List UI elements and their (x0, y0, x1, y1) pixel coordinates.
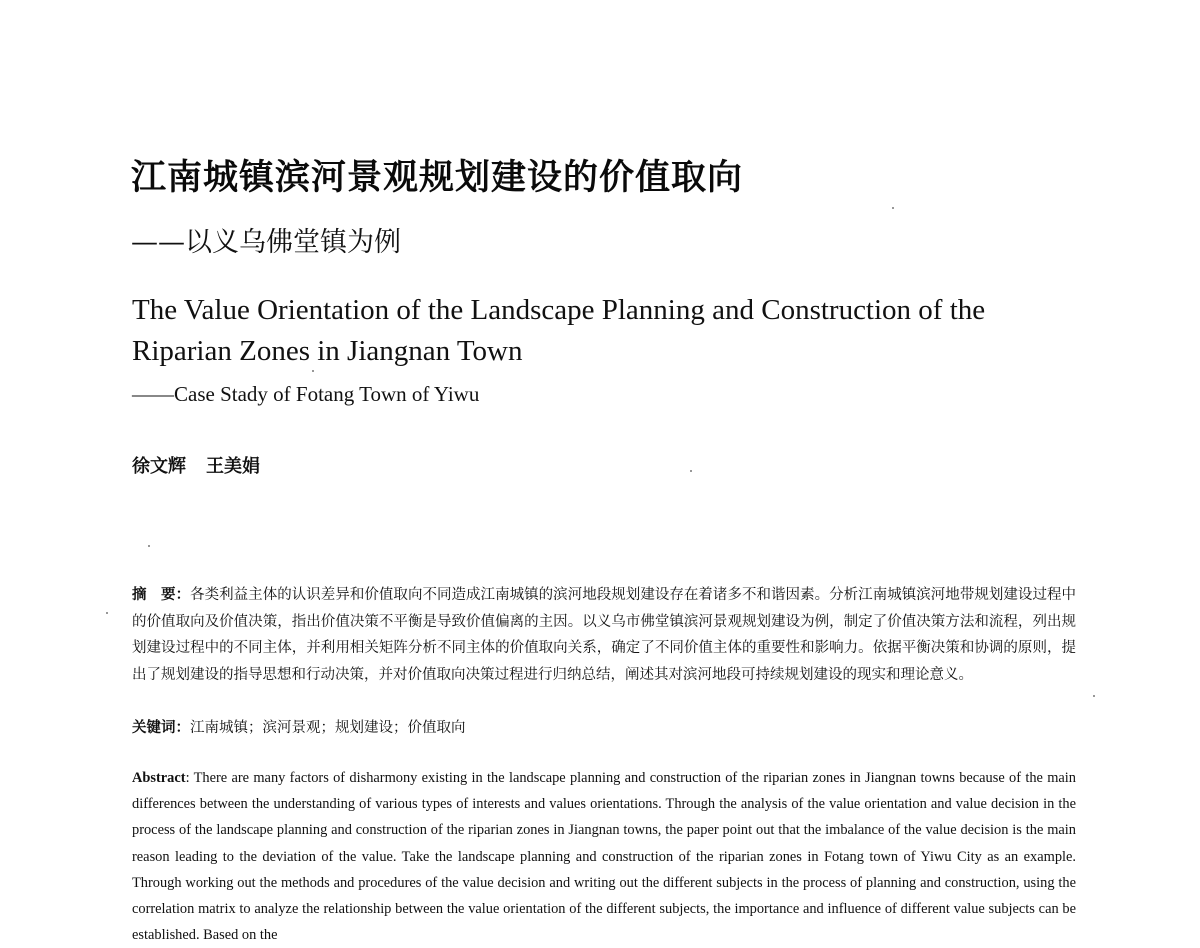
english-abstract-text: There are many factors of disharmony existing in the landscape planning and construction of the riparian zones in Jiangnan towns because of the main differences between the understanding of various types of interests and values orientations. Through the analysis of the value orientation and value decision in the process of the landscape planning and construction of the riparian zones in Jiangnan towns, the paper point out that the imbalance of the value decision is the main reason leading to the deviation of the value. Take the landscape planning and construction of the riparian zones in Fotang town of Yiwu City as an example. Through working out the methods and procedures of the value decision and writing out the different subjects in the process of planning and construction, using the correlation matrix to analyze the relationship between the value orientation of the different subjects, the importance and influence of different value subjects can be established. Based on the (132, 770, 1077, 944)
english-abstract (132, 765, 1076, 948)
author-list (132, 452, 260, 478)
chinese-abstract-text: 各类利益主体的认识差异和价值取向不同造成江南城镇的滨河地段规划建设存在着诸多不和谐因素。分析江南城镇滨河地带规划建设过程中的价值取向及价值决策，指出价值决策不平衡是导致价值偏离的主因。以义乌市佛堂镇滨河景观规划建设为例，制定了价值决策方法和流程，列出规划建设过程中的不同主体，并利用相关矩阵分析不同主体的价值取向关系，确定了不同价值主体的重要性和影响力。依据平衡决策和协调的原则，提出了规划建设的指导思想和行动决策，并对价值取向决策过程进行归纳总结，阐述其对滨河地段可持续规划建设的现实和理论意义。 (132, 587, 1076, 683)
chinese-abstract-label: 摘 要： (132, 586, 191, 603)
scan-speck (690, 470, 692, 472)
english-abstract-separator: : (185, 770, 194, 786)
chinese-keywords-text: 江南城镇；滨河景观；规划建设；价值取向 (190, 720, 466, 736)
chinese-subtitle: ——以义乌佛堂镇为例 (131, 227, 401, 258)
scan-speck (106, 612, 108, 614)
chinese-abstract (132, 582, 1076, 688)
scan-speck (892, 207, 894, 209)
english-abstract-label: Abstract (132, 770, 186, 786)
scan-speck (1093, 695, 1095, 697)
scan-speck (312, 370, 314, 372)
english-subtitle: ——Case Stady of Fotang Town of Yiwu (132, 382, 480, 406)
chinese-keywords-label: 关键词： (132, 719, 190, 736)
chinese-keywords (132, 716, 466, 737)
author-name: 徐文辉 (132, 456, 186, 477)
author-name: 王美娟 (206, 456, 260, 477)
english-title: The Value Orientation of the Landscape Planning and Construction of the Riparian Zones in Jiangnan Town (132, 294, 986, 367)
scan-speck (148, 545, 150, 547)
chinese-title: 江南城镇滨河景观规划建设的价值取向 (131, 157, 744, 198)
